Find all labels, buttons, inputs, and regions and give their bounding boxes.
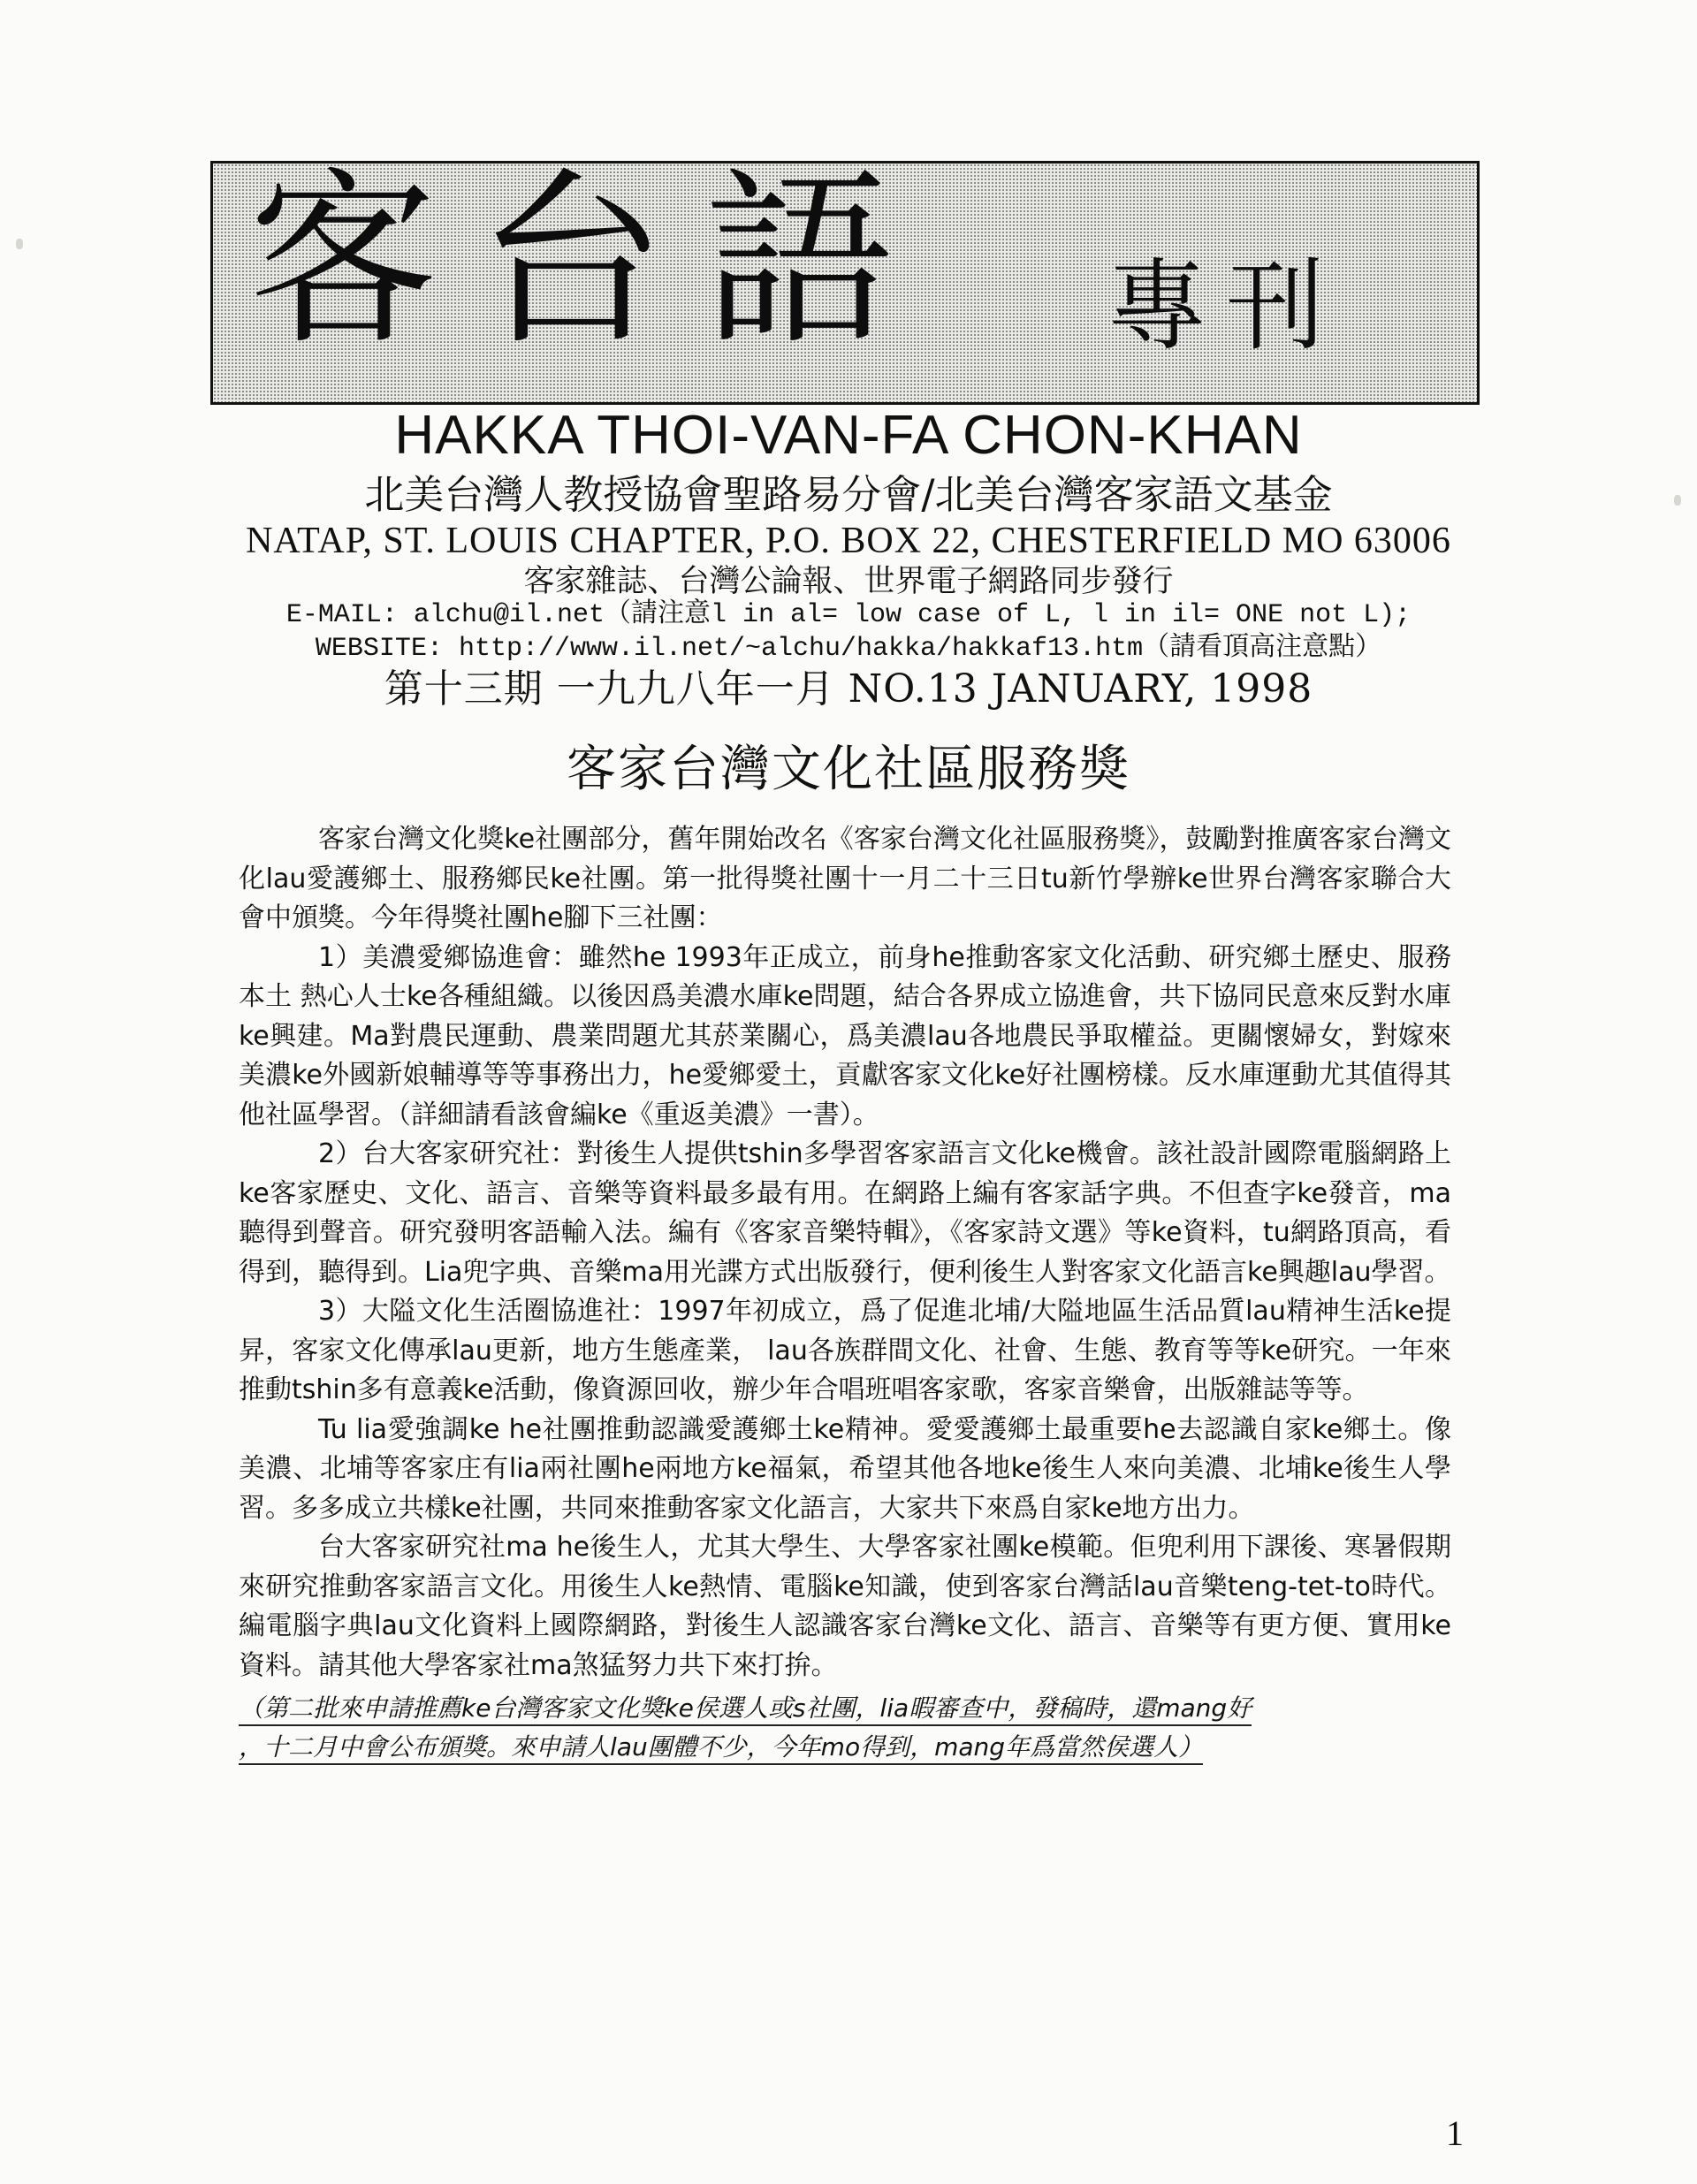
masthead-title: 客台語 [248, 161, 932, 371]
paragraph-dai: 3）大隘文化生活圈協進社：1997年初成立，爲了促進北埔/大隘地區生活品質lau精神生活ke提昇，客家文化傳承lau更新，地方生態產業， lau各族群間文化、社會、生態、教育等等ke研究。一年來推動tshin多有意義ke活動，像資源回收，辦少年合唱班唱客家歌，客家音樂會，出版雜誌等等。 [239, 1296, 1451, 1405]
article-title: 客家台灣文化社區服務獎 [567, 741, 1130, 798]
masthead-banner [210, 161, 1480, 405]
note-line-1: （第二批來申請推薦ke台灣客家文化獎ke侯選人或s社團，lia暇審查中，發稿時，還mang好 [239, 1693, 1252, 1726]
page-number: 1 [1446, 2113, 1464, 2153]
nomination-note [239, 1689, 1451, 1767]
publication-note: 客家雜誌、台灣公論報、世界電子網路同步發行 [523, 564, 1174, 599]
mailing-address: NATAP, ST. LOUIS CHAPTER, P.O. BOX 22, CHESTERFIELD MO 63006 [246, 521, 1451, 561]
scan-speck [1674, 495, 1681, 506]
website-line: WEBSITE: http://www.il.net/~alchu/hakka/hakkaf13.htm（請看頂高注意點） [315, 634, 1382, 664]
paragraph-model: 台大客家研究社ma he後生人，尤其大學生、大學客家社團ke模範。佢兜利用下課後、寒暑假期來研究推動客家語言文化。用後生人ke熱情、電腦ke知識，使到客家台灣話lau音樂teng-tet-to時代。編電腦字典lau文化資料上國際網路，對後生人認識客家台灣ke文化、語言、音樂等有更方便、實用ke資料。請其他大學客家社ma煞猛努力共下來打拚。 [239, 1532, 1451, 1681]
issue-line: 第十三期 一九九八年一月 NO.13 JANUARY, 1998 [384, 666, 1313, 712]
note-line-2: ，十二月中會公布頒獎。來申請人lau團體不少，今年mo得到，mang年爲當然侯選人） [239, 1732, 1203, 1765]
paragraph-ntu-hakka: 2）台大客家研究社：對後生人提供tshin多學習客家語言文化ke機會。該社設計國際電腦網路上ke客家歷史、文化、語言、音樂等資料最多最有用。在網路上編有客家話字典。不但查字ke發音，ma聽得到聲音。研究發明客語輸入法。編有《客家音樂特輯》，《客家詩文選》等ke資料，tu網路頂高，看得到，聽得到。Lia兜字典、音樂ma用光諜方式出版發行，便利後生人對客家文化語言ke興趣lau學習。 [239, 1138, 1451, 1288]
paragraph-intro: 客家台灣文化獎ke社團部分，舊年開始改名《客家台灣文化社區服務獎》，鼓勵對推廣客家台灣文化lau愛護鄉土、服務鄉民ke社團。第一批得獎社團十一月二十三日tu新竹學辦ke世界台灣客家聯合大會中頒獎。今年得獎社團he腳下三社團： [239, 824, 1451, 933]
romanized-title: HAKKA THOI-VAN-FA CHON-KHAN [394, 405, 1303, 466]
scan-speck [16, 239, 23, 249]
paragraph-meinong: 1）美濃愛鄉協進會：雖然he 1993年正成立，前身he推動客家文化活動、研究鄉土歷史、服務本土 熱心人士ke各種組織。以後因爲美濃水庫ke問題，結合各界成立協進會，共下協同民意來反對水庫ke興建。Ma對農民運動、農業問題尤其菸業關心，爲美濃lau各地農民爭取權益。更關懷婦女，對嫁來美濃ke外國新娘輔導等等事務出力，he愛鄉愛土，貢獻客家文化ke好社團榜樣。反水庫運動尤其值得其他社區學習。（詳細請看該會編ke《重返美濃》一書）。 [239, 941, 1451, 1130]
article-body [239, 820, 1451, 1767]
paragraph-emphasis: Tu lia愛強調ke he社團推動認識愛護鄉土ke精神。愛愛護鄉土最重要he去認識自家ke鄉土。像美濃、北埔等客家庄有lia兩社團he兩地方ke福氣，希望其他各地ke後生人來向美濃、北埔ke後生人學習。多多成立共樣ke社團，共同來推動客家文化語言，大家共下來爲自家ke地方出力。 [239, 1413, 1451, 1524]
email-line: E-MAIL: alchu@il.net（請注意l in al= low case of L, l in il= ONE not L); [285, 600, 1412, 630]
masthead-subtitle: 專刊 [1107, 249, 1344, 364]
organization-name: 北美台灣人教授協會聖路易分會/北美台灣客家語文基金 [364, 471, 1333, 518]
